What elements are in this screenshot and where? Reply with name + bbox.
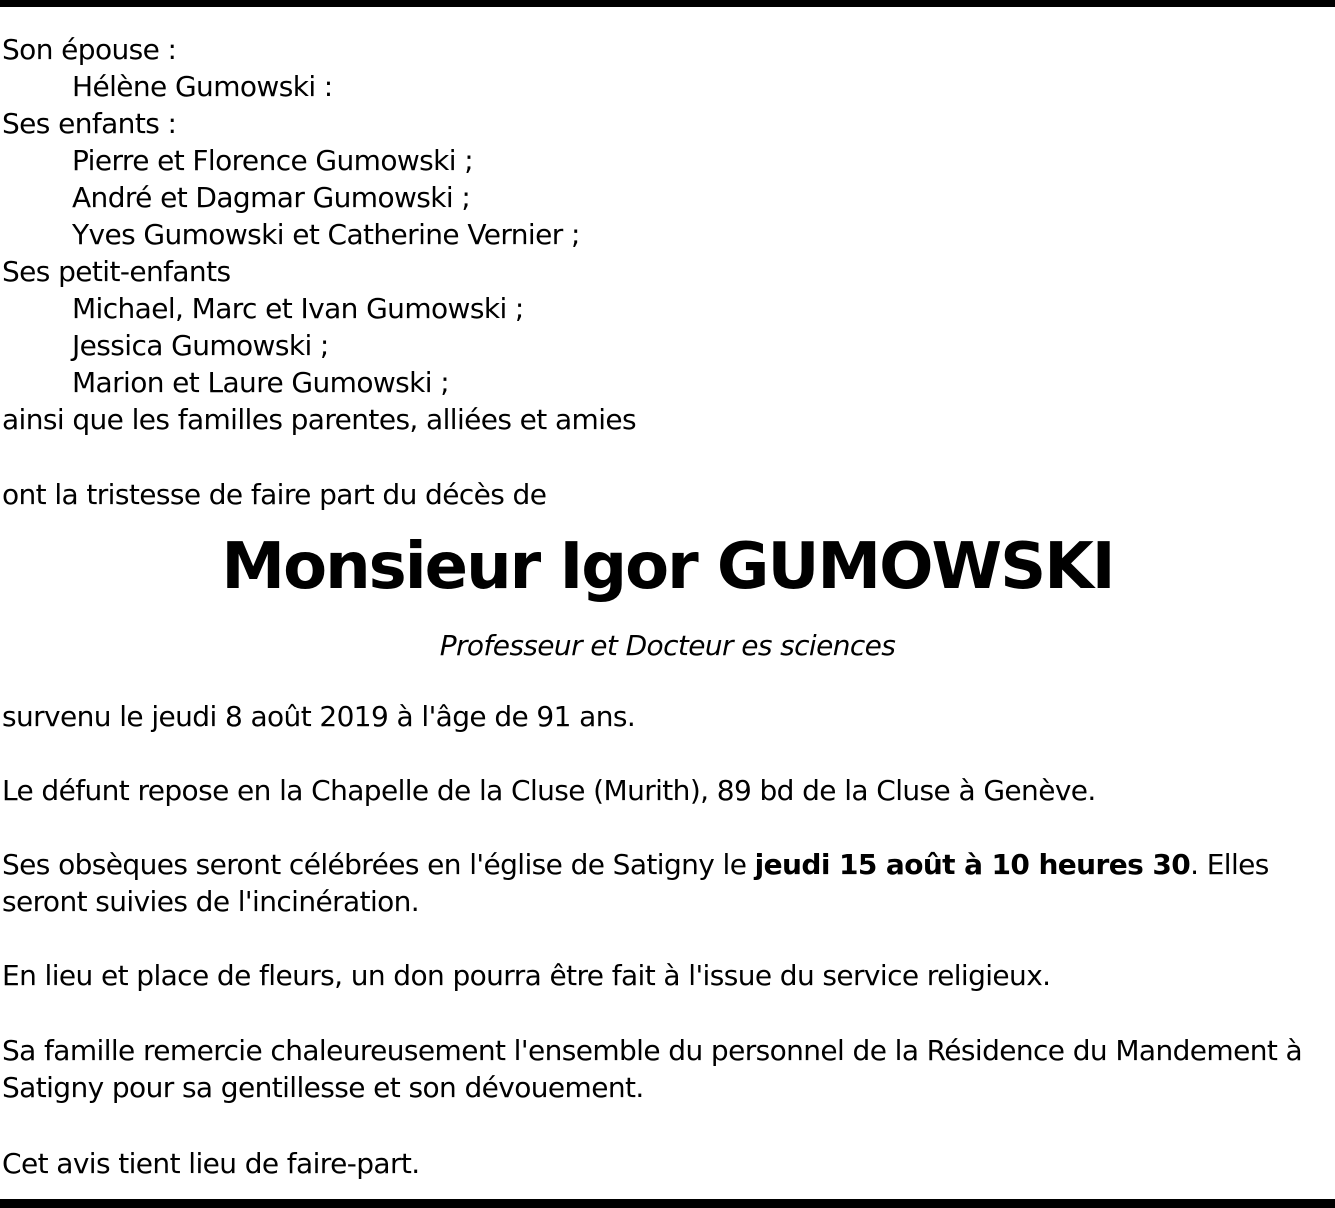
children-heading: Ses enfants :: [2, 107, 177, 140]
funeral-text-after: . Elles seront suivies de l'incinération.: [2, 848, 1269, 918]
funeral-text-before: Ses obsèques seront célébrées en l'église de Satigny le: [2, 848, 755, 881]
funeral-date: jeudi 15 août à 10 heures 30: [754, 848, 1191, 881]
top-rule: [0, 0, 1335, 7]
grandchild-entry: Michael, Marc et Ivan Gumowski ;: [72, 292, 524, 325]
grandchild-entry: Jessica Gumowski ;: [72, 329, 329, 362]
child-entry: André et Dagmar Gumowski ;: [72, 181, 471, 214]
deceased-name: Monsieur Igor GUMOWSKI: [221, 530, 1114, 604]
spouse-name: Hélène Gumowski :: [72, 70, 333, 103]
bottom-rule: [0, 1199, 1335, 1208]
thanks-note: Sa famille remercie chaleureusement l'ensemble du personnel de la Résidence du Mandement à Satigny pour sa gentillesse et son dévouement.: [2, 1034, 1303, 1104]
deceased-title: Professeur et Docteur es sciences: [439, 629, 896, 662]
grandchildren-heading: Ses petit-enfants: [2, 255, 231, 288]
extended-family: ainsi que les familles parentes, alliées et amies: [2, 403, 637, 436]
announcement-text: ont la tristesse de faire part du décès de: [2, 478, 547, 511]
child-entry: Pierre et Florence Gumowski ;: [72, 144, 474, 177]
death-date: survenu le jeudi 8 août 2019 à l'âge de 91 ans.: [2, 700, 636, 733]
grandchild-entry: Marion et Laure Gumowski ;: [72, 366, 450, 399]
funeral-details: [2, 846, 1335, 920]
rest-place: Le défunt repose en la Chapelle de la Cluse (Murith), 89 bd de la Cluse à Genève.: [2, 774, 1096, 807]
child-entry: Yves Gumowski et Catherine Vernier ;: [72, 218, 580, 251]
spouse-heading: Son épouse :: [2, 33, 177, 66]
closing-note: Cet avis tient lieu de faire-part.: [2, 1147, 420, 1180]
flowers-note: En lieu et place de fleurs, un don pourra être fait à l'issue du service religieux.: [2, 959, 1051, 992]
